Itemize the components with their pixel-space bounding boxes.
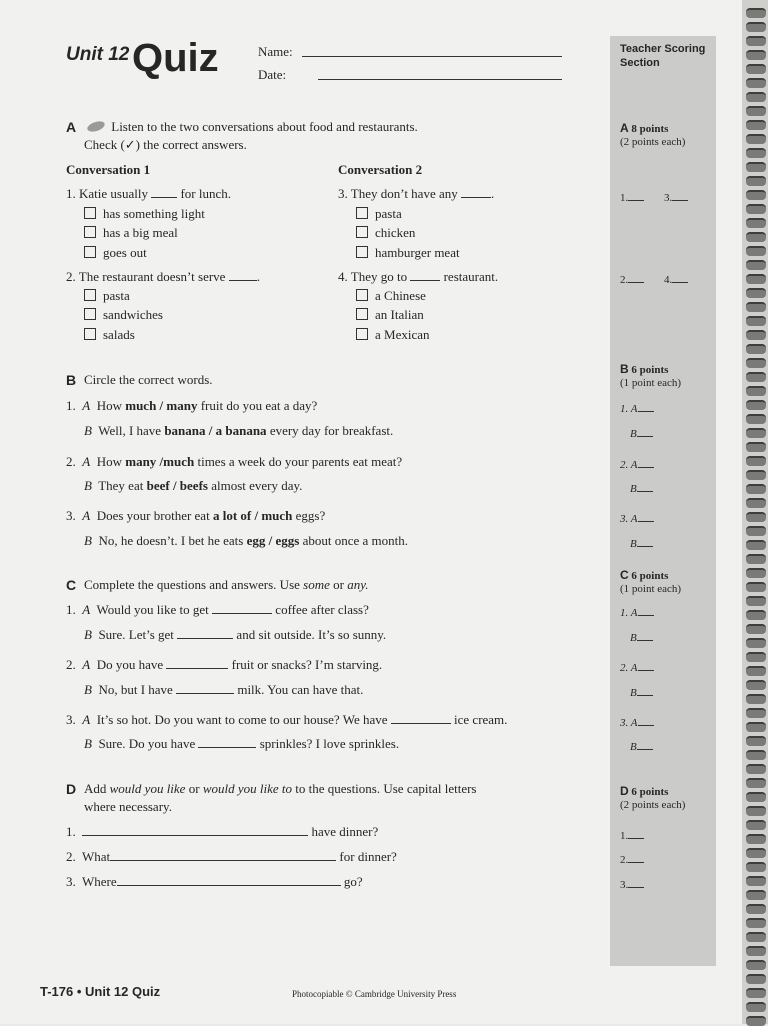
- checkbox[interactable]: [84, 226, 96, 238]
- checkbox[interactable]: [356, 246, 368, 258]
- spiral-binding: [742, 0, 768, 1024]
- option-a1-3[interactable]: goes out: [84, 245, 147, 261]
- spiral-ring: [746, 876, 766, 886]
- spiral-ring: [746, 904, 766, 914]
- spiral-ring: [746, 1016, 766, 1026]
- spiral-ring: [746, 498, 766, 508]
- question-b2-a: 2. A How many /much times a week do your parents eat meat?: [66, 454, 403, 469]
- score-b1-b[interactable]: B: [630, 427, 653, 440]
- score-a1[interactable]: 1.: [620, 191, 644, 204]
- spiral-ring: [746, 274, 766, 284]
- teacher-scoring-heading: Teacher Scoring Section: [620, 43, 706, 69]
- spiral-ring: [746, 918, 766, 928]
- spiral-ring: [746, 50, 766, 60]
- question-c3-a: 3. A It’s so hot. Do you want to come to our house? We have ice cream.: [66, 712, 508, 727]
- section-c-letter: C: [66, 577, 77, 593]
- checkbox[interactable]: [356, 328, 368, 340]
- spiral-ring: [746, 778, 766, 788]
- spiral-ring: [746, 526, 766, 536]
- spiral-ring: [746, 722, 766, 732]
- spiral-ring: [746, 456, 766, 466]
- score-a2[interactable]: 2.: [620, 273, 644, 286]
- checkbox[interactable]: [356, 289, 368, 301]
- spiral-ring: [746, 442, 766, 452]
- option-a3-2[interactable]: chicken: [356, 225, 415, 241]
- spiral-ring: [746, 932, 766, 942]
- page-number: T-176 • Unit 12 Quiz: [40, 984, 161, 999]
- question-b3-b: B No, he doesn’t. I bet he eats egg / eggs about once a month.: [84, 533, 408, 548]
- spiral-ring: [746, 792, 766, 802]
- score-b3-a[interactable]: 3. A: [620, 512, 654, 525]
- spiral-ring: [746, 666, 766, 676]
- score-c1-a[interactable]: 1. A: [620, 606, 654, 619]
- spiral-ring: [746, 624, 766, 634]
- name-label: Name:: [258, 44, 293, 59]
- date-label: Date:: [258, 67, 287, 82]
- score-d2[interactable]: 2.: [620, 853, 644, 866]
- spiral-ring: [746, 582, 766, 592]
- question-b2-b: B They eat beef / beefs almost every day.: [84, 478, 303, 493]
- checkbox[interactable]: [356, 226, 368, 238]
- spiral-ring: [746, 638, 766, 648]
- spiral-ring: [746, 218, 766, 228]
- option-a4-2[interactable]: an Italian: [356, 307, 424, 323]
- spiral-ring: [746, 36, 766, 46]
- spiral-ring: [746, 834, 766, 844]
- spiral-ring: [746, 554, 766, 564]
- score-a4[interactable]: 4.: [664, 273, 688, 286]
- question-c3-b: B Sure. Do you have sprinkles? I love sprinkles.: [84, 736, 400, 751]
- spiral-ring: [746, 78, 766, 88]
- spiral-ring: [746, 358, 766, 368]
- question-c2-b: B No, but I have milk. You can have that.: [84, 682, 364, 697]
- checkbox[interactable]: [84, 308, 96, 320]
- section-c-points: C 6 points (1 point each): [620, 568, 682, 595]
- spiral-ring: [746, 708, 766, 718]
- score-c2-b[interactable]: B: [630, 686, 653, 699]
- section-d-letter: D: [66, 781, 77, 797]
- spiral-ring: [746, 806, 766, 816]
- spiral-ring: [746, 106, 766, 116]
- listening-icon: [86, 119, 106, 133]
- checkbox[interactable]: [356, 308, 368, 320]
- question-b1-a: 1. A How much / many fruit do you eat a day?: [66, 398, 318, 413]
- spiral-ring: [746, 960, 766, 970]
- quiz-title: Quiz: [132, 36, 219, 80]
- checkbox[interactable]: [84, 289, 96, 301]
- spiral-ring: [746, 148, 766, 158]
- spiral-ring: [746, 162, 766, 172]
- spiral-ring: [746, 820, 766, 830]
- spiral-ring: [746, 400, 766, 410]
- spiral-ring: [746, 568, 766, 578]
- score-c3-a[interactable]: 3. A: [620, 716, 654, 729]
- spiral-ring: [746, 330, 766, 340]
- spiral-ring: [746, 652, 766, 662]
- spiral-ring: [746, 8, 766, 18]
- section-b-letter: B: [66, 372, 77, 388]
- spiral-ring: [746, 694, 766, 704]
- teacher-scoring-column: [610, 36, 716, 966]
- conversation-1-heading: Conversation 1: [66, 162, 151, 177]
- question-d1: 1. have dinner?: [66, 824, 379, 839]
- section-a-instruction-2: Check (✓) the correct answers.: [84, 137, 247, 152]
- score-b2-a[interactable]: 2. A: [620, 458, 654, 471]
- spiral-ring: [746, 302, 766, 312]
- section-a-points: A 8 points (2 points each): [620, 121, 686, 148]
- spiral-ring: [746, 512, 766, 522]
- option-a2-3[interactable]: salads: [84, 327, 135, 343]
- spiral-ring: [746, 22, 766, 32]
- spiral-ring: [746, 862, 766, 872]
- question-c1-b: B Sure. Let’s get and sit outside. It’s so sunny.: [84, 627, 387, 642]
- spiral-ring: [746, 540, 766, 550]
- question-a4: 4. They go to restaurant.: [338, 269, 499, 284]
- option-a2-1[interactable]: pasta: [84, 288, 130, 304]
- spiral-ring: [746, 610, 766, 620]
- spiral-ring: [746, 204, 766, 214]
- option-a1-2[interactable]: has a big meal: [84, 225, 178, 241]
- spiral-ring: [746, 750, 766, 760]
- date-field[interactable]: [318, 79, 562, 80]
- section-a-letter: A: [66, 119, 77, 135]
- spiral-ring: [746, 316, 766, 326]
- section-d-instruction-2: where necessary.: [84, 799, 172, 814]
- section-d-points: D 6 points (2 points each): [620, 784, 686, 811]
- spiral-ring: [746, 764, 766, 774]
- section-c-instruction: Complete the questions and answers. Use some or any.: [84, 577, 369, 592]
- section-b-instruction: Circle the correct words.: [84, 372, 213, 387]
- spiral-ring: [746, 190, 766, 200]
- question-a1: 1. Katie usually for lunch.: [66, 186, 232, 201]
- spiral-ring: [746, 288, 766, 298]
- spiral-ring: [746, 1002, 766, 1012]
- spiral-ring: [746, 680, 766, 690]
- option-a3-3[interactable]: hamburger meat: [356, 245, 460, 261]
- spiral-ring: [746, 344, 766, 354]
- question-a2: 2. The restaurant doesn’t serve .: [66, 269, 260, 284]
- option-a4-3[interactable]: a Mexican: [356, 327, 430, 343]
- spiral-ring: [746, 260, 766, 270]
- checkbox[interactable]: [356, 207, 368, 219]
- score-d3[interactable]: 3.: [620, 878, 644, 891]
- score-b2-b[interactable]: B: [630, 482, 653, 495]
- name-field[interactable]: [302, 56, 562, 57]
- spiral-ring: [746, 470, 766, 480]
- spiral-ring: [746, 736, 766, 746]
- score-b1-a[interactable]: 1. A: [620, 402, 654, 415]
- conversation-2-heading: Conversation 2: [338, 162, 423, 177]
- score-c2-a[interactable]: 2. A: [620, 661, 654, 674]
- copyright-notice: Photocopiable © Cambridge University Press: [292, 989, 457, 999]
- score-d1[interactable]: 1.: [620, 829, 644, 842]
- spiral-ring: [746, 848, 766, 858]
- spiral-ring: [746, 596, 766, 606]
- option-a3-1[interactable]: pasta: [356, 206, 402, 222]
- option-a1-1[interactable]: has something light: [84, 206, 205, 222]
- spiral-ring: [746, 414, 766, 424]
- score-a3[interactable]: 3.: [664, 191, 688, 204]
- question-d2: 2. What for dinner?: [66, 849, 397, 864]
- question-b1-b: B Well, I have banana / a banana every day for breakfast.: [84, 423, 394, 438]
- spiral-ring: [746, 64, 766, 74]
- spiral-ring: [746, 92, 766, 102]
- spiral-ring: [746, 428, 766, 438]
- score-c3-b[interactable]: B: [630, 740, 653, 753]
- spiral-ring: [746, 890, 766, 900]
- score-b3-b[interactable]: B: [630, 537, 653, 550]
- spiral-ring: [746, 974, 766, 984]
- score-c1-b[interactable]: B: [630, 631, 653, 644]
- spiral-ring: [746, 386, 766, 396]
- spiral-ring: [746, 232, 766, 242]
- section-b-points: B 6 points (1 point each): [620, 362, 682, 389]
- spiral-ring: [746, 134, 766, 144]
- section-a-instruction: Listen to the two conversations about food and restaurants.: [84, 119, 418, 135]
- spiral-ring: [746, 988, 766, 998]
- spiral-ring: [746, 176, 766, 186]
- question-b3-a: 3. A Does your brother eat a lot of / much eggs?: [66, 508, 326, 523]
- option-a4-1[interactable]: a Chinese: [356, 288, 426, 304]
- spiral-ring: [746, 946, 766, 956]
- question-d3: 3. Where go?: [66, 874, 363, 889]
- question-a3: 3. They don’t have any .: [338, 186, 495, 201]
- checkbox[interactable]: [84, 246, 96, 258]
- question-c2-a: 2. A Do you have fruit or snacks? I’m starving.: [66, 657, 383, 672]
- question-c1-a: 1. A Would you like to get coffee after class?: [66, 602, 369, 617]
- spiral-ring: [746, 246, 766, 256]
- spiral-ring: [746, 372, 766, 382]
- section-d-instruction: Add would you like or would you like to to the questions. Use capital letters: [84, 781, 477, 796]
- spiral-ring: [746, 120, 766, 130]
- unit-label: Unit 12: [66, 44, 130, 65]
- checkbox[interactable]: [84, 328, 96, 340]
- option-a2-2[interactable]: sandwiches: [84, 307, 163, 323]
- checkbox[interactable]: [84, 207, 96, 219]
- spiral-ring: [746, 484, 766, 494]
